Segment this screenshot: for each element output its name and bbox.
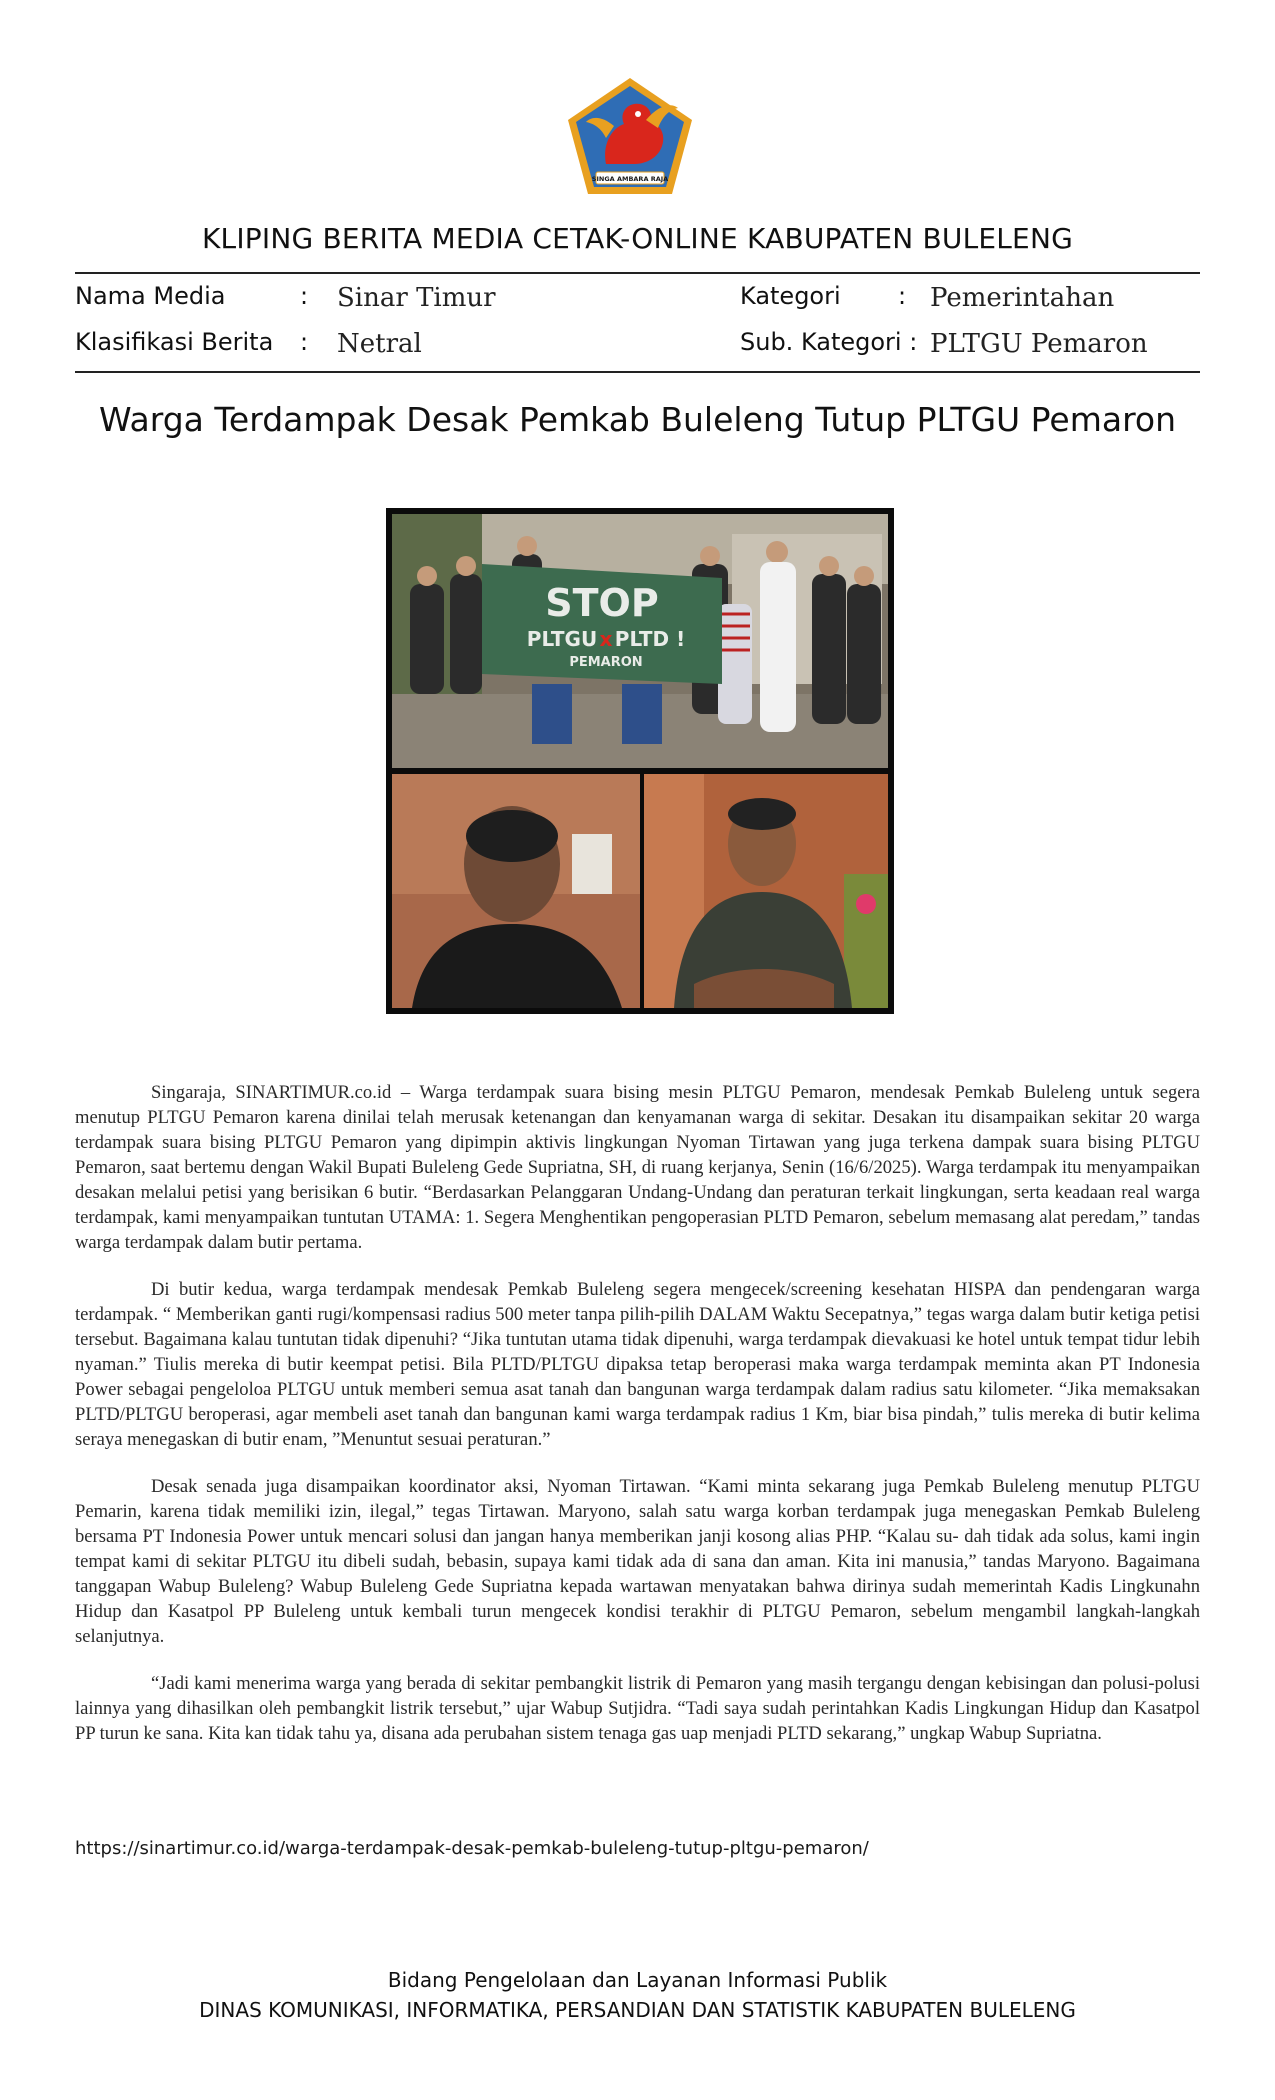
kategori-colon: : <box>898 282 907 310</box>
footer-division: Bidang Pengelolaan dan Layanan Informasi Publik <box>387 1968 888 1992</box>
article-paragraph: Singaraja, SINARTIMUR.co.id – Warga terdampak suara bising mesin PLTGU Pemaron, mendesak Pemkab Buleleng untuk segera menutup PLTGU Pemaron karena dinilai telah merusak ketenangan dan kenyamanan warga di sekitar. Desakan itu disampaikan sekitar 20 warga terdampak suara bising PLTGU Pemaron yang dipimpin aktivis lingkungan Nyoman Tirtawan yang juga terkena dampak suara bising PLTGU Pemaron, saat bertemu dengan Wakil Bupati Buleleng Gede Supriatna, SH, di ruang kerjanya, Senin (16/6/2025). Warga terdampak itu menyampaikan desakan melalui petisi yang berisikan 6 butir. “Berdasarkan Pelanggaran Undang-Undang dan peraturan terkait lingkungan, serta keadaan real warga terdampak, kami menyampaikan tuntutan UTAMA: 1. Segera Menghentikan pengoperasian PLTD Pemaron, sebelum memasang alat peredam,” tandas warga terdampak dalam butir pertama. <box>75 1082 1200 1253</box>
article-headline: Warga Terdampak Desak Pemkab Buleleng Tutup PLTGU Pemaron <box>98 400 1177 439</box>
klasifikasi-label: Klasifikasi Berita <box>75 328 274 356</box>
news-photo-collage <box>386 508 894 1014</box>
klasifikasi-colon: : <box>300 328 309 356</box>
header-divider-bottom <box>75 371 1200 373</box>
article-paragraph: “Jadi kami menerima warga yang berada di sekitar pembangkit listrik di Pemaron yang masih tergangu dengan kebisingan dan polusi-polusi lainnya yang dihasilkan oleh pembangkit listrik tersebut,” ujar Wabup Sutjidra. “Tadi saya sudah perintahkan Kadis Lingkungan Hidup dan Kasatpol PP turun ke sana. Kita kan tidak tahu ya, disana ada perubahan sistem tenaga gas uap menjadi PLTD sekarang,” ungkap Wabup Supriatna. <box>75 1673 1200 1744</box>
media-colon: : <box>300 282 309 310</box>
logo-motto: SINGA AMBARA RAJA <box>591 175 669 183</box>
buleleng-emblem-icon <box>562 72 698 202</box>
article-paragraph: Desak senada juga disampaikan koordinator aksi, Nyoman Tirtawan. “Kami minta sekarang juga Pemkab Buleleng menutup PLTGU Pemarin, karena tidak memiliki izin, ilegal,” tegas Tirtawan. Maryono, salah satu warga korban terdampak juga menegaskan Pemkab Buleleng bersama PT Indonesia Power untuk mencari solusi dan jangan hanya memberikan janji kosong alias PHP. “Kalau su- dah tidak ada solus, kami ingin tempat kami di sekitar PLTGU itu dibeli sudah, bebasin, supaya kami tidak ada di sana dan aman. Kita ini manusia,” tandas Maryono. Bagaimana tanggapan Wabup Buleleng? Wabup Buleleng Gede Supriatna kepada wartawan menyatakan bahwa dirinya sudah memerintah Kadis Lingkunahn Hidup dan Kasatpol PP Buleleng untuk kembali turun mengecek kondisi terakhir di PLTGU Pemaron, sebelum mengambil langkah-langkah selanjutnya. <box>75 1476 1200 1647</box>
official-photo <box>392 774 640 1008</box>
banner-pltd: PLTD ! <box>614 627 686 651</box>
clipping-title: KLIPING BERITA MEDIA CETAK-ONLINE KABUPATEN BULELENG <box>201 222 1073 255</box>
article-body <box>75 1080 1200 1768</box>
article-paragraph: Di butir kedua, warga terdampak mendesak Pemkab Buleleng segera mengecek/screening kesehatan HISPA dan pendengaran warga terdampak. “ Memberikan ganti rugi/kompensasi radius 500 meter tanpa pilih-pilih DALAM Waktu Secepatnya,” tegas warga dalam butir ketiga petisi tersebut. Bagaimana kalau tuntutan tidak dipenuhi? “Jika tuntutan utama tidak dipenuhi, warga terdampak dievakuasi ke hotel untuk tempat tidur lebih nyaman.” Tiulis mereka di butir keempat petisi. Bila PLTD/PLTGU dipaksa tetap beroperasi maka warga terdampak meminta akan PT Indonesia Power sebagai pengeloloa PLTGU untuk memberi semua asat tanah dan bangunan warga terdampak dalam radius satu kilometer. “Jika memaksakan PLTD/PLTGU beroperasi, agar membeli aset tanah dan bangunan kami warga terdampak radius 1 Km, biar bisa pindah,” tulis mereka di butir kelima seraya menegaskan di butir enam, ”Menuntut sesuai peraturan.” <box>75 1279 1200 1450</box>
kategori-value: Pemerintahan <box>930 283 1115 313</box>
header-divider-top <box>75 272 1200 274</box>
subkategori-value: PLTGU Pemaron <box>930 329 1148 359</box>
footer-agency: DINAS KOMUNIKASI, INFORMATIKA, PERSANDIAN DAN STATISTIK KABUPATEN BULELENG <box>199 1998 1076 2022</box>
media-label: Nama Media <box>75 282 226 310</box>
kategori-label: Kategori <box>740 282 841 310</box>
klasifikasi-value: Netral <box>337 329 422 359</box>
subkategori-label: Sub. Kategori : <box>740 328 918 356</box>
banner-pltgu: PLTGU <box>526 627 598 651</box>
media-value: Sinar Timur <box>337 283 496 313</box>
banner-pemaron: PEMARON <box>569 655 643 670</box>
banner-x: x <box>599 627 613 651</box>
banner-stop: STOP <box>545 581 659 625</box>
resident-photo <box>644 774 888 1008</box>
source-link[interactable]: https://sinartimur.co.id/warga-terdampak-desak-pemkab-buleleng-tutup-pltgu-pemaron/ <box>75 1838 869 1859</box>
protest-photo <box>392 514 888 768</box>
